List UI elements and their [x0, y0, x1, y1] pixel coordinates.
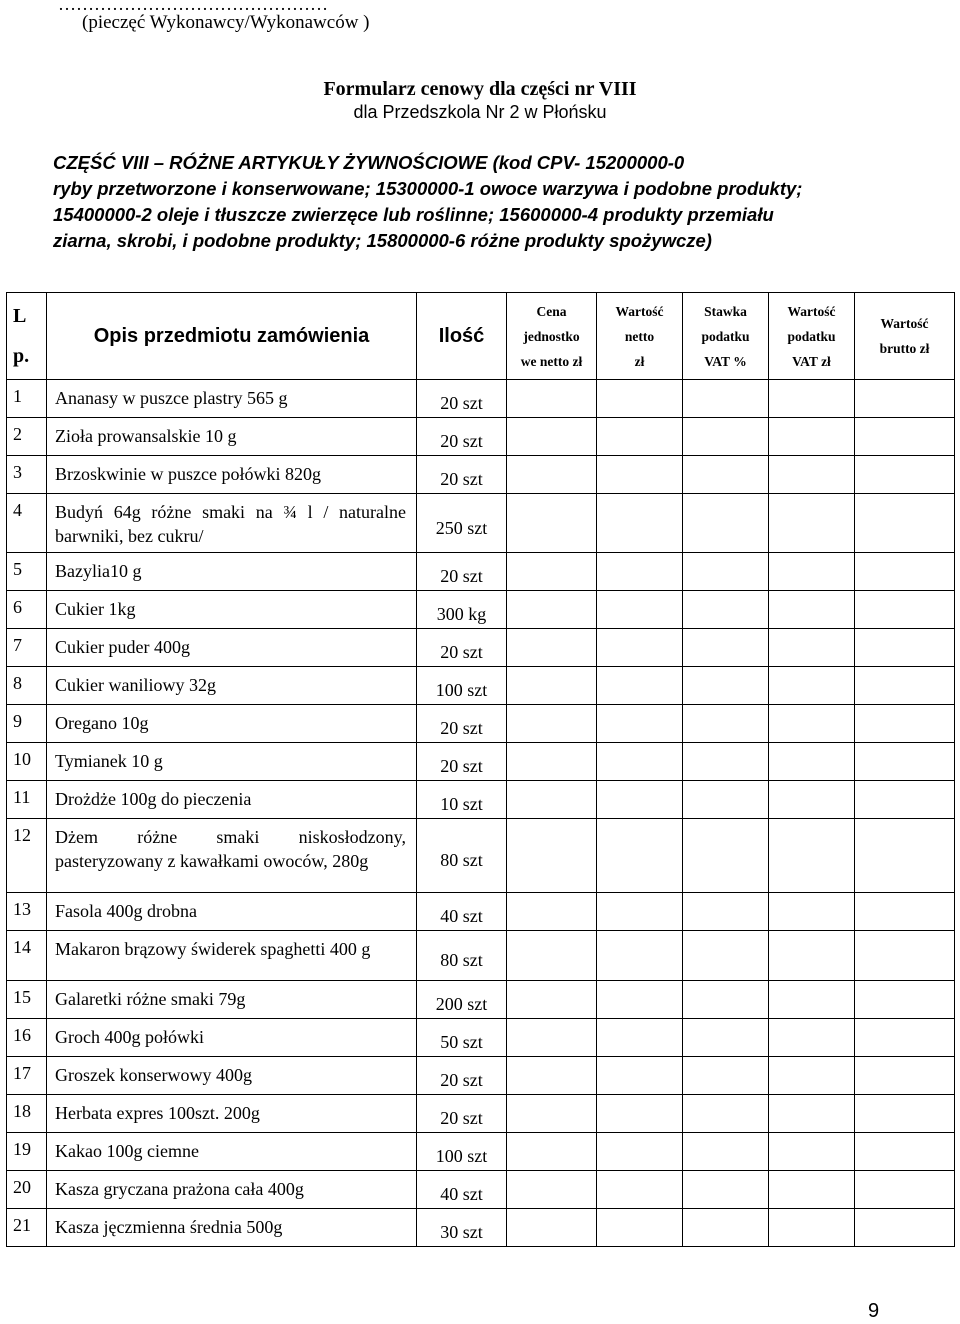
row-stawka-vat — [683, 931, 769, 981]
row-wartosc-netto — [597, 380, 683, 418]
row-wartosc-brutto — [855, 893, 955, 931]
row-wartosc-vat — [769, 1171, 855, 1209]
row-wartosc-netto — [597, 1019, 683, 1057]
table-row — [7, 743, 955, 781]
row-wartosc-netto — [597, 1095, 683, 1133]
row-stawka-vat — [683, 781, 769, 819]
row-qty: 20 szt — [417, 380, 507, 418]
row-stawka-vat — [683, 629, 769, 667]
row-wartosc-brutto — [855, 781, 955, 819]
row-qty: 300 kg — [417, 591, 507, 629]
row-name: Cukier puder 400g — [47, 629, 417, 667]
row-qty: 20 szt — [417, 553, 507, 591]
row-wartosc-brutto — [855, 553, 955, 591]
row-lp: 9 — [7, 705, 47, 743]
row-wartosc-brutto — [855, 494, 955, 553]
table-row — [7, 591, 955, 629]
row-stawka-vat — [683, 418, 769, 456]
row-lp: 21 — [7, 1209, 47, 1247]
row-name: Kasza gryczana prażona cała 400g — [47, 1171, 417, 1209]
row-name: Makaron brązowy świderek spaghetti 400 g — [47, 931, 417, 981]
row-name: Groszek konserwowy 400g — [47, 1057, 417, 1095]
row-wartosc-vat — [769, 743, 855, 781]
row-cena — [507, 418, 597, 456]
row-wartosc-vat — [769, 1057, 855, 1095]
row-wartosc-brutto — [855, 819, 955, 893]
row-wartosc-netto — [597, 981, 683, 1019]
row-wartosc-vat — [769, 629, 855, 667]
row-wartosc-brutto — [855, 1171, 955, 1209]
table-row — [7, 1057, 955, 1095]
row-qty: 200 szt — [417, 981, 507, 1019]
seal-label: (pieczęć Wykonawcy/Wykonawców ) — [82, 12, 370, 33]
row-qty: 100 szt — [417, 667, 507, 705]
row-wartosc-brutto — [855, 1095, 955, 1133]
row-stawka-vat — [683, 1209, 769, 1247]
row-wartosc-netto — [597, 743, 683, 781]
form-title: Formularz cenowy dla części nr VIII — [323, 78, 637, 100]
row-qty: 20 szt — [417, 1095, 507, 1133]
row-wartosc-vat — [769, 553, 855, 591]
row-stawka-vat — [683, 893, 769, 931]
row-wartosc-vat — [769, 1209, 855, 1247]
header-wartosc-brutto: Wartość brutto zł — [855, 293, 955, 380]
row-wartosc-vat — [769, 819, 855, 893]
row-cena — [507, 1095, 597, 1133]
row-cena — [507, 705, 597, 743]
row-wartosc-netto — [597, 591, 683, 629]
table-row — [7, 1095, 955, 1133]
section-description — [53, 150, 853, 254]
row-cena — [507, 931, 597, 981]
header-wartosc-vat: Wartość podatku VAT zł — [769, 293, 855, 380]
row-wartosc-brutto — [855, 418, 955, 456]
row-stawka-vat — [683, 1171, 769, 1209]
row-cena — [507, 553, 597, 591]
row-cena — [507, 1209, 597, 1247]
row-name: Fasola 400g drobna — [47, 893, 417, 931]
row-wartosc-brutto — [855, 1019, 955, 1057]
row-cena — [507, 456, 597, 494]
row-stawka-vat — [683, 494, 769, 553]
row-lp: 7 — [7, 629, 47, 667]
row-lp: 10 — [7, 743, 47, 781]
row-wartosc-brutto — [855, 456, 955, 494]
row-wartosc-vat — [769, 456, 855, 494]
row-wartosc-netto — [597, 931, 683, 981]
table-row — [7, 893, 955, 931]
row-wartosc-vat — [769, 1133, 855, 1171]
row-wartosc-vat — [769, 1019, 855, 1057]
row-wartosc-vat — [769, 418, 855, 456]
table-row — [7, 629, 955, 667]
row-lp: 16 — [7, 1019, 47, 1057]
row-qty: 100 szt — [417, 1133, 507, 1171]
row-wartosc-vat — [769, 781, 855, 819]
header-cena: Cena jednostko we netto zł — [507, 293, 597, 380]
row-wartosc-brutto — [855, 1057, 955, 1095]
row-stawka-vat — [683, 1019, 769, 1057]
table-row — [7, 380, 955, 418]
header-wartosc-netto: Wartość netto zł — [597, 293, 683, 380]
row-wartosc-brutto — [855, 981, 955, 1019]
row-wartosc-netto — [597, 1133, 683, 1171]
row-wartosc-netto — [597, 893, 683, 931]
row-wartosc-netto — [597, 667, 683, 705]
row-qty: 20 szt — [417, 1057, 507, 1095]
row-wartosc-brutto — [855, 629, 955, 667]
row-wartosc-netto — [597, 1209, 683, 1247]
row-name: Tymianek 10 g — [47, 743, 417, 781]
row-name: Zioła prowansalskie 10 g — [47, 418, 417, 456]
row-cena — [507, 1019, 597, 1057]
row-wartosc-brutto — [855, 743, 955, 781]
row-stawka-vat — [683, 819, 769, 893]
row-wartosc-brutto — [855, 1133, 955, 1171]
row-wartosc-vat — [769, 893, 855, 931]
row-qty: 20 szt — [417, 743, 507, 781]
row-lp: 2 — [7, 418, 47, 456]
row-cena — [507, 591, 597, 629]
table-row — [7, 1171, 955, 1209]
row-lp: 8 — [7, 667, 47, 705]
section-line: ziarna, skrobi, i podobne produkty; 15800000-6 różne produkty spożywcze) — [53, 230, 712, 251]
table-header-row — [7, 293, 955, 380]
row-wartosc-netto — [597, 418, 683, 456]
row-cena — [507, 981, 597, 1019]
row-cena — [507, 667, 597, 705]
table-row — [7, 667, 955, 705]
row-name: Kakao 100g ciemne — [47, 1133, 417, 1171]
row-cena — [507, 1171, 597, 1209]
row-lp: 17 — [7, 1057, 47, 1095]
table-row — [7, 981, 955, 1019]
row-wartosc-vat — [769, 591, 855, 629]
row-cena — [507, 494, 597, 553]
row-wartosc-netto — [597, 629, 683, 667]
row-stawka-vat — [683, 380, 769, 418]
form-subtitle: dla Przedszkola Nr 2 w Płońsku — [353, 102, 607, 122]
row-lp: 14 — [7, 931, 47, 981]
row-qty: 250 szt — [417, 494, 507, 553]
row-qty: 20 szt — [417, 705, 507, 743]
row-wartosc-netto — [597, 1171, 683, 1209]
row-stawka-vat — [683, 1133, 769, 1171]
row-cena — [507, 1133, 597, 1171]
row-wartosc-netto — [597, 819, 683, 893]
table-row — [7, 819, 955, 893]
row-qty: 40 szt — [417, 1171, 507, 1209]
row-name: Herbata expres 100szt. 200g — [47, 1095, 417, 1133]
row-stawka-vat — [683, 705, 769, 743]
row-qty: 10 szt — [417, 781, 507, 819]
row-stawka-vat — [683, 1095, 769, 1133]
row-wartosc-netto — [597, 781, 683, 819]
row-lp: 11 — [7, 781, 47, 819]
row-wartosc-netto — [597, 494, 683, 553]
table-row — [7, 781, 955, 819]
row-stawka-vat — [683, 743, 769, 781]
table-row — [7, 931, 955, 981]
row-wartosc-brutto — [855, 705, 955, 743]
row-lp: 3 — [7, 456, 47, 494]
row-wartosc-brutto — [855, 591, 955, 629]
row-qty: 20 szt — [417, 418, 507, 456]
page-number: 9 — [868, 1300, 880, 1322]
header-lp: L p. — [7, 293, 47, 380]
row-cena — [507, 1057, 597, 1095]
row-stawka-vat — [683, 667, 769, 705]
table-row — [7, 494, 955, 553]
row-name: Galaretki różne smaki 79g — [47, 981, 417, 1019]
row-wartosc-vat — [769, 380, 855, 418]
row-wartosc-brutto — [855, 380, 955, 418]
table-row — [7, 1133, 955, 1171]
row-wartosc-vat — [769, 667, 855, 705]
row-name: Ananasy w puszce plastry 565 g — [47, 380, 417, 418]
row-cena — [507, 629, 597, 667]
row-lp: 18 — [7, 1095, 47, 1133]
header-opis: Opis przedmiotu zamówienia — [47, 293, 417, 380]
row-cena — [507, 743, 597, 781]
row-wartosc-vat — [769, 931, 855, 981]
section-line: CZĘŚĆ VIII – RÓŻNE ARTYKUŁY ŻYWNOŚCIOWE (kod CPV- 15200000-0 — [53, 152, 685, 173]
row-qty: 40 szt — [417, 893, 507, 931]
row-lp: 15 — [7, 981, 47, 1019]
row-lp: 13 — [7, 893, 47, 931]
row-wartosc-brutto — [855, 667, 955, 705]
price-table — [6, 292, 955, 1247]
row-stawka-vat — [683, 1057, 769, 1095]
row-name: Groch 400g połówki — [47, 1019, 417, 1057]
row-stawka-vat — [683, 591, 769, 629]
table-row — [7, 705, 955, 743]
row-stawka-vat — [683, 553, 769, 591]
signature-dots: ……………………………………… — [58, 0, 328, 14]
row-lp: 1 — [7, 380, 47, 418]
row-name: Drożdże 100g do pieczenia — [47, 781, 417, 819]
row-qty: 30 szt — [417, 1209, 507, 1247]
row-lp: 19 — [7, 1133, 47, 1171]
row-wartosc-vat — [769, 705, 855, 743]
row-name: Dżem różne smaki niskosłodzony, pasteryzowany z kawałkami owoców, 280g — [47, 819, 417, 893]
table-row — [7, 1209, 955, 1247]
row-name: Kasza jęczmienna średnia 500g — [47, 1209, 417, 1247]
row-wartosc-netto — [597, 456, 683, 494]
row-wartosc-brutto — [855, 931, 955, 981]
table-row — [7, 456, 955, 494]
row-name: Brzoskwinie w puszce połówki 820g — [47, 456, 417, 494]
row-name: Oregano 10g — [47, 705, 417, 743]
row-name: Cukier 1kg — [47, 591, 417, 629]
row-wartosc-brutto — [855, 1209, 955, 1247]
table-row — [7, 553, 955, 591]
row-wartosc-vat — [769, 981, 855, 1019]
row-wartosc-netto — [597, 705, 683, 743]
row-wartosc-netto — [597, 553, 683, 591]
row-name: Budyń 64g różne smaki na ¾ l / naturalne barwniki, bez cukru/ — [47, 494, 417, 553]
section-line: 15400000-2 oleje i tłuszcze zwierzęce lub roślinne; 15600000-4 produkty przemiału — [53, 204, 774, 225]
row-wartosc-netto — [597, 1057, 683, 1095]
header-ilosc: Ilość — [417, 293, 507, 380]
row-stawka-vat — [683, 456, 769, 494]
row-qty: 80 szt — [417, 819, 507, 893]
row-qty: 20 szt — [417, 629, 507, 667]
header-stawka-vat: Stawka podatku VAT % — [683, 293, 769, 380]
row-qty: 80 szt — [417, 931, 507, 981]
row-cena — [507, 819, 597, 893]
table-row — [7, 1019, 955, 1057]
row-qty: 50 szt — [417, 1019, 507, 1057]
row-name: Cukier waniliowy 32g — [47, 667, 417, 705]
row-cena — [507, 380, 597, 418]
row-cena — [507, 893, 597, 931]
row-lp: 5 — [7, 553, 47, 591]
table-row — [7, 418, 955, 456]
row-lp: 6 — [7, 591, 47, 629]
row-stawka-vat — [683, 981, 769, 1019]
section-line: ryby przetworzone i konserwowane; 15300000-1 owoce warzywa i podobne produkty; — [53, 178, 803, 199]
row-lp: 4 — [7, 494, 47, 553]
row-lp: 20 — [7, 1171, 47, 1209]
row-wartosc-vat — [769, 494, 855, 553]
row-name: Bazylia10 g — [47, 553, 417, 591]
row-lp: 12 — [7, 819, 47, 893]
row-wartosc-vat — [769, 1095, 855, 1133]
row-qty: 20 szt — [417, 456, 507, 494]
row-cena — [507, 781, 597, 819]
